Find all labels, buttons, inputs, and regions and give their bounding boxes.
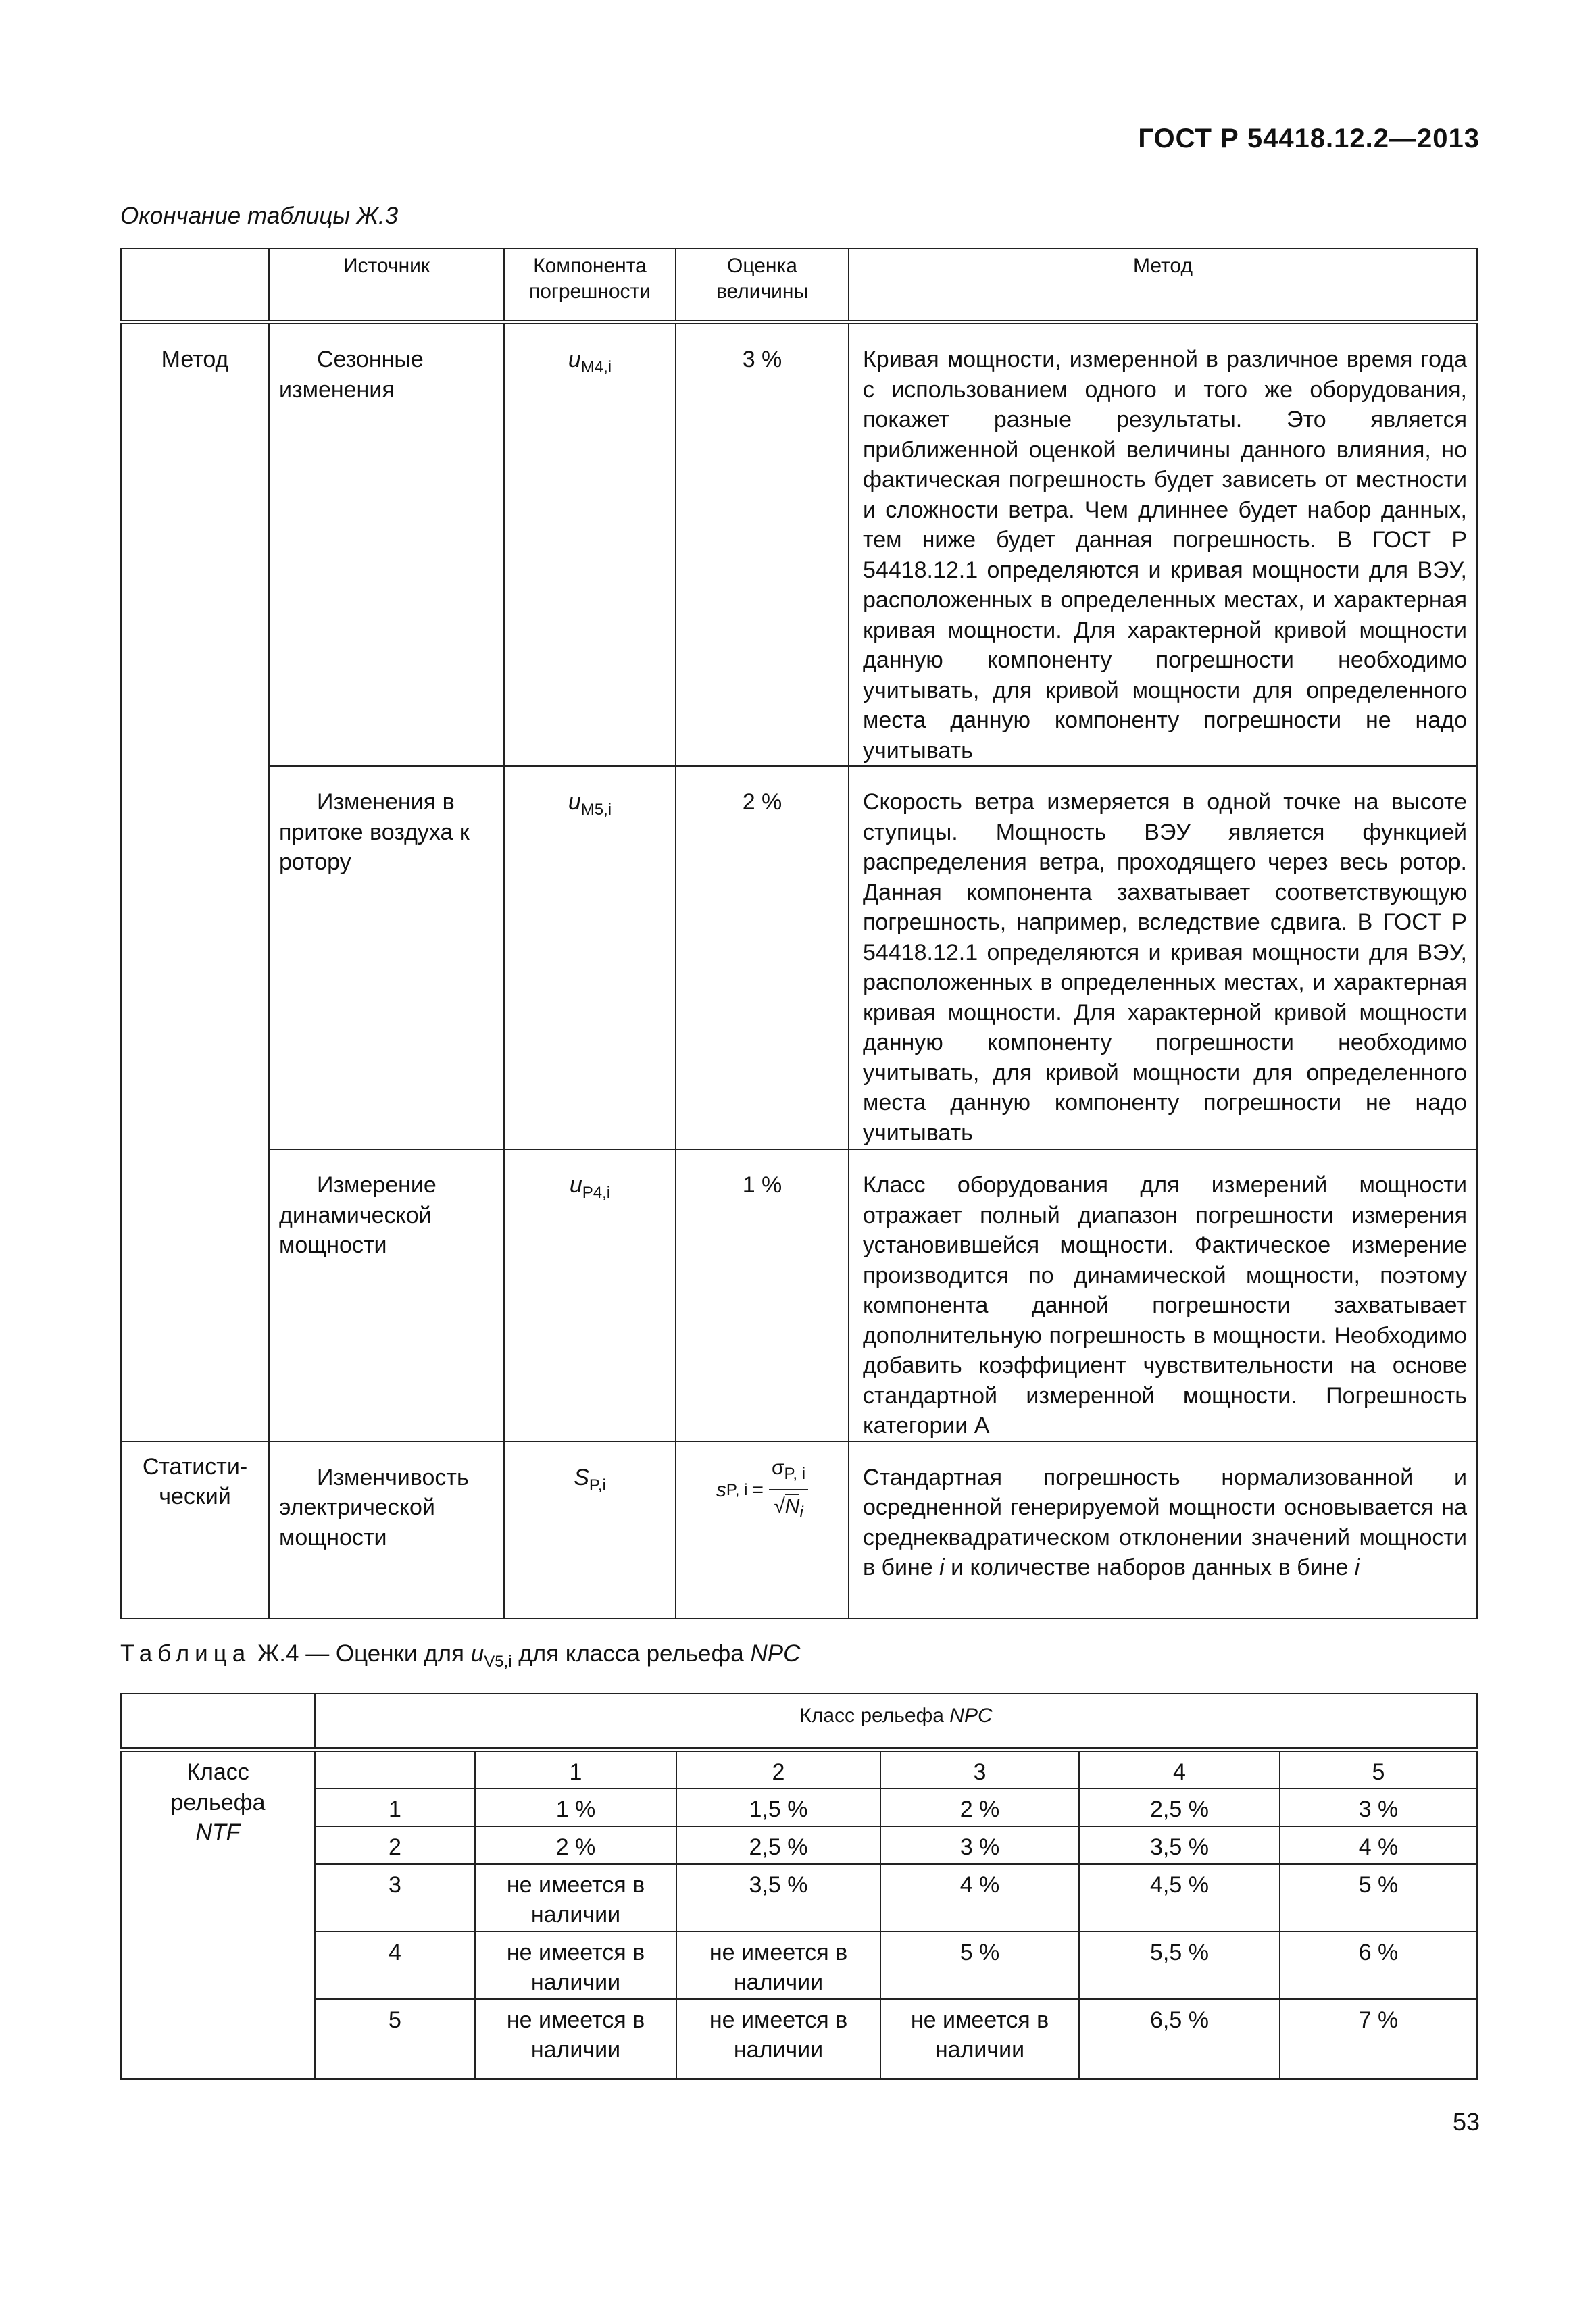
npc-class: 1 <box>475 1750 676 1788</box>
table-row <box>121 322 1477 767</box>
row-source-text: Изменения в притоке воздуха к ротору <box>279 789 470 875</box>
formula-lhs-sub: P, i <box>726 1480 748 1499</box>
group-method: Метод <box>121 322 269 1442</box>
npc-class: 2 <box>676 1750 880 1788</box>
sigma: σ <box>772 1456 784 1479</box>
ntf-label-text: Класс рельефа <box>170 1759 266 1815</box>
row-value-formula <box>676 1442 849 1619</box>
cell: 2,5 % <box>1079 1788 1280 1826</box>
component-base: u <box>568 347 581 372</box>
cell: 6,5 % <box>1079 1999 1280 2079</box>
ntf-class: 1 <box>315 1788 475 1826</box>
ntf-label-italic: NTF <box>195 1819 241 1845</box>
header-empty <box>121 249 269 322</box>
cell: не имеется в наличии <box>676 1999 880 2079</box>
row-value: 3 % <box>676 322 849 767</box>
row-component <box>504 1149 676 1442</box>
formula-lhs: s <box>716 1478 726 1501</box>
row-source <box>269 766 504 1149</box>
component-sub: P,i <box>589 1476 606 1494</box>
caption-var-sub: V5,i <box>484 1653 512 1671</box>
formula-eq: = <box>751 1478 764 1501</box>
ntf-class: 2 <box>315 1826 475 1864</box>
table-row <box>121 1149 1477 1442</box>
row-source <box>269 1149 504 1442</box>
row-source <box>269 322 504 767</box>
row-value: 1 % <box>676 1149 849 1442</box>
cell: 1,5 % <box>676 1788 880 1826</box>
page-number: 53 <box>1452 2108 1480 2136</box>
npc-class-row <box>121 1750 1477 1788</box>
row-source-text: Изменчивость электрической мощности <box>279 1464 469 1551</box>
header-npc <box>315 1694 1477 1750</box>
table-row <box>121 1932 1477 1999</box>
cell: 3 % <box>880 1826 1079 1864</box>
npc-class: 3 <box>880 1750 1079 1788</box>
npc-class: 5 <box>1280 1750 1477 1788</box>
formula-sp <box>716 1453 808 1528</box>
cell: не имеется в наличии <box>475 1864 676 1932</box>
table-row <box>121 1826 1477 1864</box>
header-source: Источник <box>269 249 504 322</box>
cell: 4 % <box>1280 1826 1477 1864</box>
component-sub: M5,i <box>580 800 612 819</box>
table-row <box>121 1999 1477 2079</box>
ntf-class: 3 <box>315 1864 475 1932</box>
component-base: S <box>574 1464 589 1490</box>
ntf-class: 5 <box>315 1999 475 2079</box>
caption-table-word: Таблица <box>120 1640 251 1667</box>
cell: 5 % <box>1280 1864 1477 1932</box>
component-base: u <box>568 789 581 815</box>
npc-class: 4 <box>1079 1750 1280 1788</box>
cell: 7 % <box>1280 1999 1477 2079</box>
row-source <box>269 1442 504 1619</box>
row-component <box>504 766 676 1149</box>
caption-tail: для класса рельефа <box>512 1640 751 1667</box>
method-text-b: и количестве наборов данных в бине <box>944 1555 1355 1580</box>
row-source-text: Измерение динамической мощности <box>279 1172 437 1258</box>
table-j3 <box>120 248 1478 1619</box>
cell: не имеется в наличии <box>475 1999 676 2079</box>
cell: 4 % <box>880 1864 1079 1932</box>
cell: 5,5 % <box>1079 1932 1280 1999</box>
sigma-sub: P, i <box>784 1464 806 1483</box>
document-code: ГОСТ Р 54418.12.2—2013 <box>1138 124 1480 153</box>
group-statistical: Статисти- ческий <box>121 1442 269 1619</box>
cell: 4,5 % <box>1079 1864 1280 1932</box>
npc-header-text: Класс рельефа <box>799 1705 950 1727</box>
caption-num: Ж.4 — Оценки для <box>257 1640 471 1667</box>
cell: 3,5 % <box>676 1864 880 1932</box>
header-value: Оценка величины <box>676 249 849 322</box>
sqrt-icon: √ <box>774 1495 785 1517</box>
cell: 6 % <box>1280 1932 1477 1999</box>
table-j3-caption: Окончание таблицы Ж.3 <box>120 203 399 229</box>
row-component <box>504 1442 676 1619</box>
formula-fraction <box>769 1453 808 1528</box>
cell: 1 % <box>475 1788 676 1826</box>
cell: 2 % <box>475 1826 676 1864</box>
cell: 3 % <box>1280 1788 1477 1826</box>
npc-corner <box>315 1750 475 1788</box>
table-row <box>121 1864 1477 1932</box>
method-var-i: i <box>939 1555 945 1580</box>
component-base: u <box>569 1172 582 1198</box>
ntf-class: 4 <box>315 1932 475 1999</box>
header-method: Метод <box>849 249 1477 322</box>
row-method: Скорость ветра измеряется в одной точке на высоте ступицы. Мощность ВЭУ является функцией распределения ветра, проходящего через весь ротор. Данная компонента захватывает соответствующую погрешность, например, вследствие сдвига. В ГОСТ Р 54418.12.1 определяются и кривая мощности для ВЭУ, расположенных в определенных местах, и характерная кривая мощности. Для характерной кривой мощности данную компоненту погрешности необходимо учитывать, для кривой мощности для определенного места данную компоненту погрешности не надо учитывать <box>849 766 1477 1149</box>
table-j4-header-row <box>121 1694 1477 1750</box>
method-var-i2: i <box>1354 1555 1360 1580</box>
n-symbol: N <box>784 1495 800 1517</box>
header-empty <box>121 1694 315 1750</box>
component-sub: P4,i <box>582 1183 611 1202</box>
table-row <box>121 766 1477 1149</box>
row-method: Кривая мощности, измеренной в различное время года с использованием одного и того же оборудования, покажет разные результаты. Это является приближенной оценкой величины данного влияния, но фактическая погрешность будет зависеть от местности и сложности ветра. Чем длиннее будет набор данных, тем ниже будет данная погрешность. В ГОСТ Р 54418.12.1 определяются и кривая мощности для ВЭУ, расположенных в определенных местах, и характерная кривая мощности. Для характерной кривой мощности данную компоненту погрешности необходимо учитывать, для кривой мощности для определенного места данную компоненту погрешности не надо учитывать <box>849 322 1477 767</box>
caption-var: u <box>470 1640 484 1667</box>
cell: 2 % <box>880 1788 1079 1826</box>
formula-denominator <box>769 1490 808 1528</box>
cell: не имеется в наличии <box>475 1932 676 1999</box>
row-method: Класс оборудования для измерений мощности отражает полный диапазон погрешности измерения установившейся мощности. Фактическое измерение производится по динамической мощности, поэтому компонента данной погрешности захватывает дополнительную погрешность в мощности. Необходимо добавить коэффициент чувствительности на основе стандартной измеренной мощности. Погрешность категории А <box>849 1149 1477 1442</box>
table-j3-header-row <box>121 249 1477 322</box>
cell: 3,5 % <box>1079 1826 1280 1864</box>
caption-npc: NPC <box>750 1640 801 1667</box>
row-component <box>504 322 676 767</box>
table-row <box>121 1442 1477 1619</box>
row-source-text: Сезонные изменения <box>279 347 424 403</box>
npc-header-italic: NPC <box>949 1705 993 1727</box>
header-component: Компонента погрешности <box>504 249 676 322</box>
cell: 5 % <box>880 1932 1079 1999</box>
component-sub: M4,i <box>580 357 612 376</box>
table-j4-caption <box>120 1640 800 1671</box>
cell: 2,5 % <box>676 1826 880 1864</box>
cell: не имеется в наличии <box>676 1932 880 1999</box>
cell: не имеется в наличии <box>880 1999 1079 2079</box>
ntf-label <box>121 1750 315 2079</box>
n-sub: i <box>799 1503 803 1521</box>
table-j4 <box>120 1693 1478 2080</box>
method-text-a: Стандартная погрешность нормализованной и осредненной генерируемой мощности основывается на среднеквадратическом отклонении значений мощности в бине <box>863 1464 1467 1580</box>
table-row <box>121 1788 1477 1826</box>
formula-numerator <box>769 1453 808 1491</box>
row-method <box>849 1442 1477 1619</box>
row-value: 2 % <box>676 766 849 1149</box>
